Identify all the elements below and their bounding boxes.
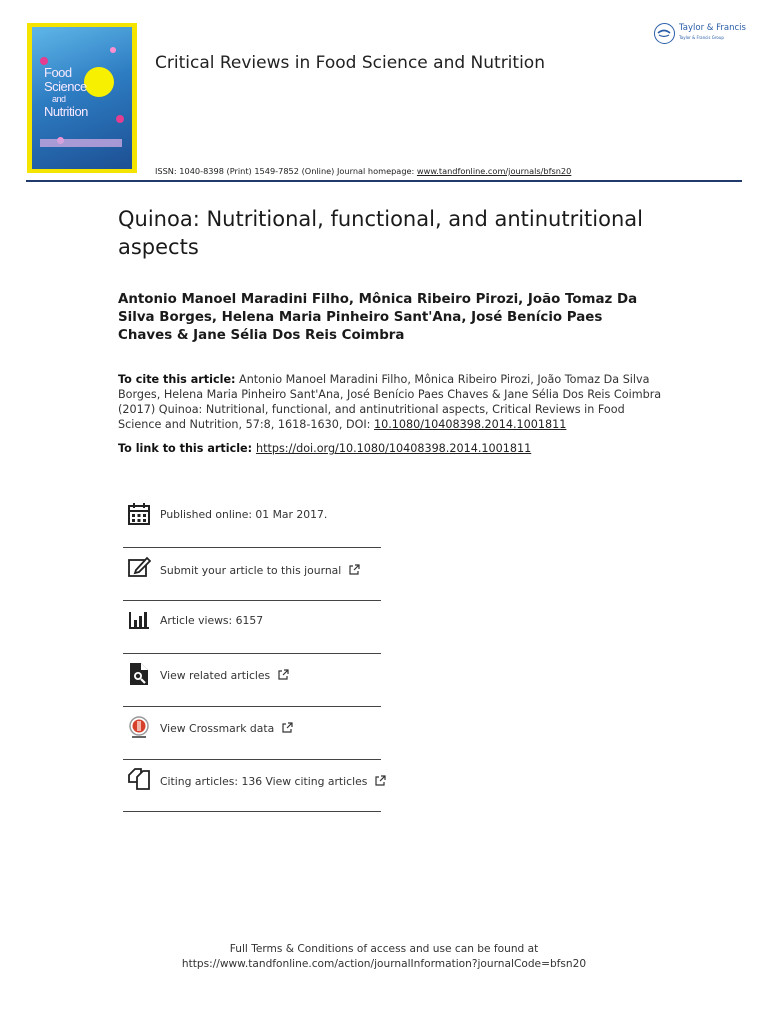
calendar-icon	[127, 502, 151, 526]
cover-word: Nutrition	[44, 104, 88, 119]
terms-url[interactable]: https://www.tandfonline.com/action/journalInformation?journalCode=bfsn20	[181, 958, 587, 970]
article-doi-link[interactable]: https://doi.org/10.1080/10408398.2014.1001811	[256, 442, 532, 455]
edit-icon	[127, 555, 151, 579]
divider	[123, 706, 381, 707]
document-search-icon	[127, 662, 151, 686]
journal-homepage-link[interactable]: www.tandfonline.com/journals/bfsn20	[416, 166, 572, 176]
cover-word: and	[52, 94, 66, 104]
link-label: To link to this article:	[118, 442, 256, 455]
divider	[123, 653, 381, 654]
cover-word: Food	[44, 65, 72, 80]
publisher-name: Taylor & Francis	[679, 23, 746, 33]
citation-block	[118, 372, 663, 432]
submit-row[interactable]	[123, 553, 381, 605]
external-link-icon	[349, 564, 360, 575]
terms-footer	[0, 942, 768, 972]
publisher-logo[interactable]	[654, 22, 746, 48]
journal-cover-image[interactable]	[27, 23, 137, 173]
citing-articles-link[interactable]: Citing articles: 136 View citing articles	[160, 775, 368, 788]
journal-title: Critical Reviews in Food Science and Nutrition	[155, 53, 545, 73]
divider	[123, 547, 381, 548]
divider	[123, 759, 381, 760]
published-date: Published online: 01 Mar 2017.	[160, 508, 328, 521]
cite-label: To cite this article:	[118, 373, 236, 386]
crossmark-row[interactable]	[123, 712, 381, 764]
cite-doi-link[interactable]: 10.1080/10408398.2014.1001811	[374, 418, 567, 431]
related-row[interactable]	[123, 659, 381, 711]
cite-text: Antonio Manoel Maradini Filho, Mônica Ribeiro Pirozi, João Tomaz Da Silva Borges, Helena Maria Pinheiro Sant'Ana, José Benício Paes Chaves & Jane Sélia Dos Reis Coimbra (2017) Quinoa: Nutritional, functional, and antinutritional aspects, Critical Reviews in Food Science and Nutrition, 57:8, 1618-1630, DOI:	[118, 373, 662, 431]
publisher-group: Taylor & Francis Group	[679, 35, 724, 40]
submit-article-link[interactable]: Submit your article to this journal	[160, 564, 342, 577]
external-link-icon	[282, 722, 293, 733]
divider	[123, 811, 381, 812]
article-title: Quinoa: Nutritional, functional, and antinutritional aspects	[118, 207, 643, 259]
related-articles-link[interactable]: View related articles	[160, 669, 271, 682]
crossmark-icon	[127, 715, 151, 739]
article-link-block	[118, 441, 678, 456]
article-authors: Antonio Manoel Maradini Filho, Mônica Ribeiro Pirozi, João Tomaz Da Silva Borges, Helena Maria Pinheiro Sant'Ana, José Benício Paes Chaves & Jane Sélia Dos Reis Coimbra	[118, 292, 638, 343]
issn-text: ISSN: 1040-8398 (Print) 1549-7852 (Online) Journal homepage:	[155, 166, 417, 176]
divider	[123, 600, 381, 601]
bar-chart-icon	[127, 608, 151, 632]
issn-line	[155, 166, 571, 176]
external-link-icon	[375, 775, 386, 786]
citing-row[interactable]	[123, 765, 381, 817]
views-row	[123, 606, 381, 658]
citing-articles-icon	[127, 767, 151, 791]
cover-word: Science	[44, 79, 87, 94]
crossmark-link[interactable]: View Crossmark data	[160, 722, 275, 735]
article-views: Article views: 6157	[160, 614, 264, 627]
published-row	[123, 500, 381, 552]
external-link-icon	[278, 669, 289, 680]
terms-text: Full Terms & Conditions of access and use can be found at	[229, 943, 539, 955]
publisher-logo-icon	[654, 23, 675, 44]
header-divider	[26, 180, 742, 182]
